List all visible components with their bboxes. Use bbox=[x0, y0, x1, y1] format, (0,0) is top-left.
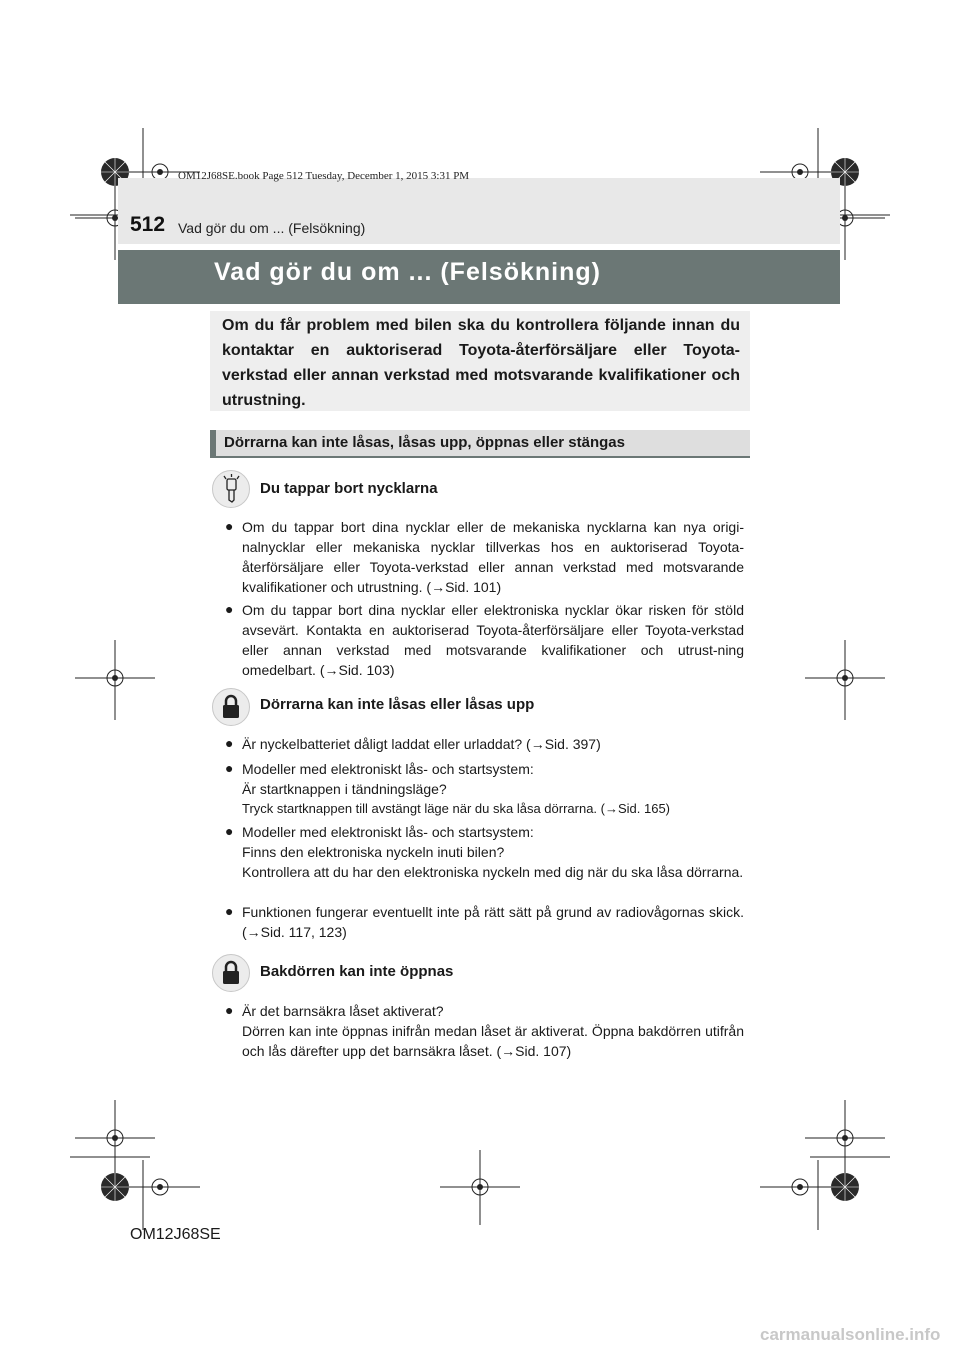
footer-code: OM12J68SE bbox=[130, 1226, 221, 1243]
bullet-icon: ● bbox=[225, 1002, 234, 1018]
bullet-icon: ● bbox=[225, 601, 234, 617]
list-item bbox=[242, 822, 744, 882]
list-item: Är nyckelbatteriet dåligt laddat eller urladdat? (→Sid. 397) bbox=[242, 736, 601, 752]
padlock-icon bbox=[212, 688, 250, 726]
running-title: Vad gör du om ... (Felsökning) bbox=[178, 220, 366, 236]
list-item: Om du tappar bort dina nycklar eller elektroniska nycklar ökar risken för stöld avsevärt. Kontakta en auktoriserad Toyota-återförsäljare eller Toyota-verkstad eller annan verkstad med motsvarande kvalifikationer och utrust-ning omedelbart. (→Sid. 103) bbox=[242, 602, 744, 678]
page-title: Vad gör du om ... (Felsökning) bbox=[214, 258, 601, 286]
section-bar-accent bbox=[210, 430, 216, 456]
subsection-heading: Du tappar bort nycklarna bbox=[260, 480, 438, 497]
key-icon bbox=[212, 470, 250, 508]
list-item-line: Finns den elektroniska nyckeln inuti bilen? bbox=[242, 844, 505, 860]
list-item: Funktionen fungerar eventuellt inte på rätt sätt på grund av radiovågornas skick. (→Sid. 117, 123) bbox=[242, 904, 744, 940]
list-item bbox=[242, 1001, 744, 1061]
list-item-line: Modeller med elektroniskt lås- och startsystem: bbox=[242, 761, 534, 777]
section-title: Dörrarna kan inte låsas, låsas upp, öppnas eller stängas bbox=[224, 434, 625, 451]
bullet-icon: ● bbox=[225, 823, 234, 839]
bullet-icon: ● bbox=[225, 518, 234, 534]
list-item bbox=[242, 759, 744, 819]
subsection-heading: Dörrarna kan inte låsas eller låsas upp bbox=[260, 696, 535, 713]
watermark: carmanualsonline.info bbox=[760, 1325, 941, 1344]
list-item-line: Är startknappen i tändningsläge? bbox=[242, 781, 447, 797]
bullet-icon: ● bbox=[225, 903, 234, 919]
intro-text: Om du får problem med bilen ska du kontrollera följande innan du kontaktar en auktoriserad Toyota-återförsäljare eller Toyota-verkstad eller annan verkstad med motsvarande kvalifikationer och utrustning. bbox=[222, 317, 740, 409]
padlock-icon bbox=[212, 954, 250, 992]
list-item-line: Tryck startknappen till avstängt läge när du ska låsa dörrarna. (→Sid. 165) bbox=[242, 801, 671, 816]
list-item-line: Är det barnsäkra låset aktiverat? bbox=[242, 1003, 444, 1019]
bullet-icon: ● bbox=[225, 735, 234, 751]
list-item-line: Modeller med elektroniskt lås- och startsystem: bbox=[242, 824, 534, 840]
page-number: 512 bbox=[130, 213, 166, 236]
book-file-info: OM12J68SE.book Page 512 Tuesday, December 1, 2015 3:31 PM bbox=[178, 170, 470, 182]
list-item-line: Dörren kan inte öppnas inifrån medan låset är aktiverat. Öppna bakdörren utifrån och lås därefter upp det barnsäkra låset. (→Sid. 107) bbox=[242, 1023, 744, 1059]
list-item-line: Kontrollera att du har den elektroniska nyckeln med dig när du ska låsa dörrarna. bbox=[242, 864, 744, 880]
subsection-heading: Bakdörren kan inte öppnas bbox=[260, 963, 454, 980]
bullet-icon: ● bbox=[225, 760, 234, 776]
list-item: Om du tappar bort dina nycklar eller de mekaniska nycklarna kan nya origi-nalnycklar eller mekaniska nycklar tillverkas hos en auktoriserad Toyota-återförsäljare eller Toyota-verkstad eller annan verkstad med motsvarande kvalifikationer och utrustning. (→Sid. 101) bbox=[242, 519, 744, 595]
